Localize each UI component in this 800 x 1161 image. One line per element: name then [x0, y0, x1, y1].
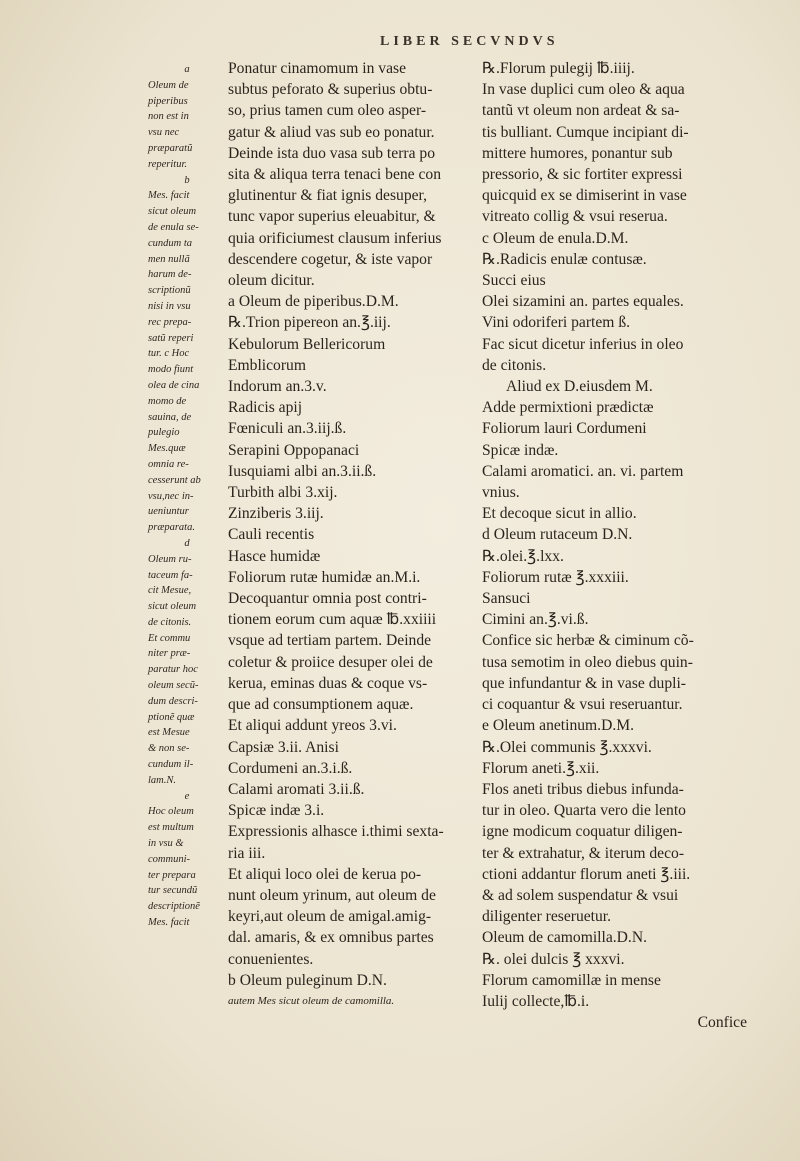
text-line: tis bulliant. Cumque incipiant di- — [482, 123, 689, 141]
margin-note-line: de enula se- — [148, 221, 199, 233]
text-line: a Oleum de piperibus.D.M. — [228, 293, 399, 311]
text-line: Cimini an.℥.vi.ß. — [482, 611, 589, 629]
text-line: so, prius tamen cum oleo asper- — [228, 102, 427, 120]
margin-note-line: est multum — [148, 822, 194, 834]
text-line: Ponatur cinamomum in vase — [228, 60, 406, 77]
text-line: Calami aromatici. an. vi. partem — [482, 462, 684, 480]
margin-note-line: præparatũ — [148, 142, 193, 154]
margin-note-line: non est in — [148, 111, 189, 123]
margin-note-line: sicut oleum — [148, 206, 197, 218]
text-line: Radicis apij — [228, 399, 303, 417]
margin-note-line: Et commu — [148, 632, 191, 644]
text-line: Foliorum lauri Cordumeni — [482, 420, 647, 438]
margin-note-line: reperitur. — [148, 158, 187, 170]
margin-notes — [148, 62, 226, 931]
text-line: conuenientes. — [228, 950, 314, 968]
margin-note-line: e — [184, 790, 190, 802]
text-line: kerua, eminas duas & coque vs- — [228, 674, 428, 692]
margin-note-line: cesserunt ab — [148, 474, 201, 486]
margin-note-line: b — [184, 174, 190, 186]
text-line: tionem eorum cum aquæ ℔.xxiiii — [228, 611, 437, 629]
margin-note-line: Hoc oleum — [148, 806, 194, 818]
margin-note-line: est Mesue — [148, 727, 190, 739]
text-line: Deinde ista duo vasa sub terra po — [228, 144, 435, 162]
text-line: tur in oleo. Quarta vero die lento — [482, 802, 686, 820]
text-line: coletur & proiice desuper olei de — [228, 653, 433, 671]
running-header: LIBER SECVNDVS — [380, 34, 559, 49]
margin-note-line: a — [184, 64, 190, 75]
margin-note-line: olea de cina — [148, 379, 200, 391]
margin-note-line: ptionẽ quæ — [148, 711, 195, 723]
text-line: Emblicorum — [228, 356, 306, 374]
text-line: Aliud ex D.eiusdem M. — [506, 378, 653, 396]
margin-note-line: dum descri- — [148, 695, 198, 707]
text-line: Et aliqui addunt yreos 3.vi. — [228, 717, 397, 735]
text-line: de citonis. — [482, 356, 547, 374]
margin-note-line: men nullã — [148, 253, 190, 265]
text-line: tusa semotim in oleo diebus quin- — [482, 653, 693, 671]
margin-note-line: nisi in vsu — [148, 300, 191, 312]
margin-note-line: cundum ta — [148, 237, 193, 249]
margin-note-line: & non se- — [148, 743, 190, 755]
margin-note-line: niter præ- — [148, 648, 191, 660]
text-line: Iulij collecte,℔.i. — [482, 992, 590, 1010]
text-line: Serapini Oppopanaci — [228, 441, 360, 459]
text-line: Decoquantur omnia post contri- — [228, 590, 427, 608]
margin-note-line: Oleum de — [148, 79, 189, 91]
text-line: ctioni addantur florum aneti ℥.iii. — [482, 865, 691, 883]
text-line: ℞.Olei communis ℥.xxxvi. — [482, 738, 652, 756]
margin-note-line: sicut oleum — [148, 601, 197, 613]
text-line: autem Mes sicut oleum de camomilla. — [228, 994, 395, 1007]
left-column — [228, 58, 478, 1012]
margin-note-line: Mes. facit — [148, 917, 190, 929]
text-line: ci coquantur & vsui reseruantur. — [482, 696, 683, 714]
text-line: nunt oleum yrinum, aut oleum de — [228, 886, 436, 904]
text-line: subtus peforato & superius obtu- — [228, 81, 433, 99]
text-line: Adde permixtioni prædictæ — [482, 399, 654, 417]
margin-note-line: tur secundũ — [148, 885, 198, 897]
margin-note-line: Oleum ru- — [148, 553, 192, 565]
right-column — [482, 58, 747, 1033]
margin-note-line: in vsu & — [148, 838, 184, 850]
text-line: quia orificiumest clausum inferius — [228, 229, 442, 247]
margin-note-line: Mes. facit — [148, 190, 190, 202]
text-line: Hasce humidæ — [228, 547, 321, 565]
text-line: Confice — [697, 1014, 747, 1032]
text-line: vitreato collig & vsui reserua. — [482, 208, 668, 226]
margin-note-line: de citonis. — [148, 616, 192, 628]
margin-note-line: descriptionẽ — [148, 901, 200, 913]
text-line: b Oleum puleginum D.N. — [228, 971, 387, 989]
text-line: ℞.Florum pulegij ℔.iiij. — [482, 60, 635, 77]
text-line: ℞. olei dulcis ℥ xxxvi. — [482, 950, 625, 968]
text-line: Sansuci — [482, 590, 531, 608]
margin-note-line: ueniuntur — [148, 506, 189, 518]
text-line: Confice sic herbæ & ciminum cõ- — [482, 632, 694, 650]
margin-note-line: modo fiunt — [148, 364, 194, 376]
text-line: quicquid ex se dimiserint in vase — [482, 187, 687, 205]
text-line: Expressionis alhasce i.thimi sexta- — [228, 823, 444, 841]
text-line: Zinziberis 3.iij. — [228, 505, 324, 523]
margin-note-line: harum de- — [148, 269, 192, 281]
text-line: pressorio, & sic fortiter expressi — [482, 166, 683, 184]
text-line: vnius. — [482, 484, 520, 502]
text-line: Turbith albi 3.xij. — [228, 484, 338, 502]
text-line: igne modicum coquatur diligen- — [482, 823, 683, 841]
margin-note-line: scriptionũ — [148, 285, 191, 297]
text-line: Capsiæ 3.ii. Anisi — [228, 738, 339, 756]
text-line: Vini odoriferi partem ß. — [482, 314, 631, 332]
margin-note-line: lam.N. — [148, 774, 177, 786]
text-line: Florum camomillæ in mense — [482, 971, 661, 989]
text-line: Et decoque sicut in allio. — [482, 505, 637, 523]
text-line: gatur & aliud vas sub eo ponatur. — [228, 123, 435, 141]
margin-note-line: tur. c Hoc — [148, 348, 190, 360]
text-line: Succi eius — [482, 272, 546, 290]
text-line: vsque ad tertiam partem. Deinde — [228, 632, 432, 650]
margin-note-line: satũ reperi — [148, 332, 194, 344]
margin-note-line: Mes.quæ — [148, 443, 186, 455]
text-line: ℞.olei.℥.lxx. — [482, 547, 564, 565]
text-line: Fac sicut dicetur inferius in oleo — [482, 335, 684, 353]
text-line: diligenter reseruetur. — [482, 908, 612, 926]
text-line: Foliorum rutæ humidæ an.M.i. — [228, 568, 421, 586]
margin-note-line: ter prepara — [148, 869, 196, 881]
margin-note-line: piperibus — [148, 95, 188, 107]
margin-note-line: rec prepa- — [148, 316, 192, 328]
margin-note-line: pulegio — [148, 427, 180, 439]
text-line: Foliorum rutæ ℥.xxxiii. — [482, 568, 629, 586]
text-line: Florum aneti.℥.xii. — [482, 759, 600, 777]
text-line: Fœniculi an.3.iij.ß. — [228, 420, 347, 438]
text-line: Spicæ indæ 3.i. — [228, 802, 325, 820]
text-line: Calami aromati 3.ii.ß. — [228, 780, 365, 798]
text-line: que ad consumptionem aquæ. — [228, 696, 414, 714]
margin-note-line: d — [184, 537, 190, 549]
text-line: In vase duplici cum oleo & aqua — [482, 81, 685, 99]
text-line: Flos aneti tribus diebus infunda- — [482, 780, 684, 798]
text-line: ℞.Radicis enulæ contusæ. — [482, 250, 647, 268]
text-line: Cauli recentis — [228, 526, 315, 544]
margin-note-line: vsu nec — [148, 127, 180, 139]
text-line: oleum dicitur. — [228, 272, 315, 290]
text-line: sita & aliqua terra tenaci bene con — [228, 166, 442, 184]
text-line: ter & extrahatur, & iterum deco- — [482, 844, 685, 862]
margin-note-line: vsu,nec in- — [148, 490, 194, 502]
margin-note-line: præparata. — [148, 522, 195, 534]
margin-note-line: taceum fa- — [148, 569, 193, 581]
margin-note-line: communi- — [148, 853, 190, 865]
text-line: d Oleum rutaceum D.N. — [482, 526, 633, 544]
text-line: Indorum an.3.v. — [228, 378, 327, 396]
text-line: glutinentur & fiat ignis desuper, — [228, 187, 428, 205]
text-line: descendere cogetur, & iste vapor — [228, 250, 433, 268]
text-line: Kebulorum Bellericorum — [228, 335, 386, 353]
text-line: keyri,aut oleum de amigal.amig- — [228, 908, 432, 926]
text-line: Spicæ indæ. — [482, 441, 559, 459]
text-line: & ad solem suspendatur & vsui — [482, 886, 679, 904]
margin-note-line: omnia re- — [148, 458, 189, 470]
text-line: e Oleum anetinum.D.M. — [482, 717, 635, 735]
text-line: Oleum de camomilla.D.N. — [482, 929, 647, 947]
margin-note-line: cit Mesue, — [148, 585, 192, 597]
text-line: tunc vapor superius eleuabitur, & — [228, 208, 436, 226]
text-line: dal. amaris, & ex omnibus partes — [228, 929, 434, 947]
text-line: mittere humores, ponantur sub — [482, 144, 673, 162]
text-line: Et aliqui loco olei de kerua po- — [228, 865, 422, 883]
text-line: ria iii. — [228, 844, 266, 862]
margin-note-line: cundum il- — [148, 759, 194, 771]
text-line: Cordumeni an.3.i.ß. — [228, 759, 353, 777]
text-line: c Oleum de enula.D.M. — [482, 229, 629, 247]
text-line: que infundantur & in vase dupli- — [482, 674, 686, 692]
margin-note-line: sauina, de — [148, 411, 192, 423]
text-line: Olei sizamini an. partes equales. — [482, 293, 684, 311]
margin-note-line: momo de — [148, 395, 187, 407]
margin-note-line: oleum secũ- — [148, 680, 199, 692]
text-line: tantũ vt oleum non ardeat & sa- — [482, 102, 680, 120]
text-line: ℞.Trion pipereon an.℥.iij. — [228, 314, 391, 332]
margin-note-line: paratur hoc — [148, 664, 198, 676]
text-line: Iusquiami albi an.3.ii.ß. — [228, 462, 377, 480]
